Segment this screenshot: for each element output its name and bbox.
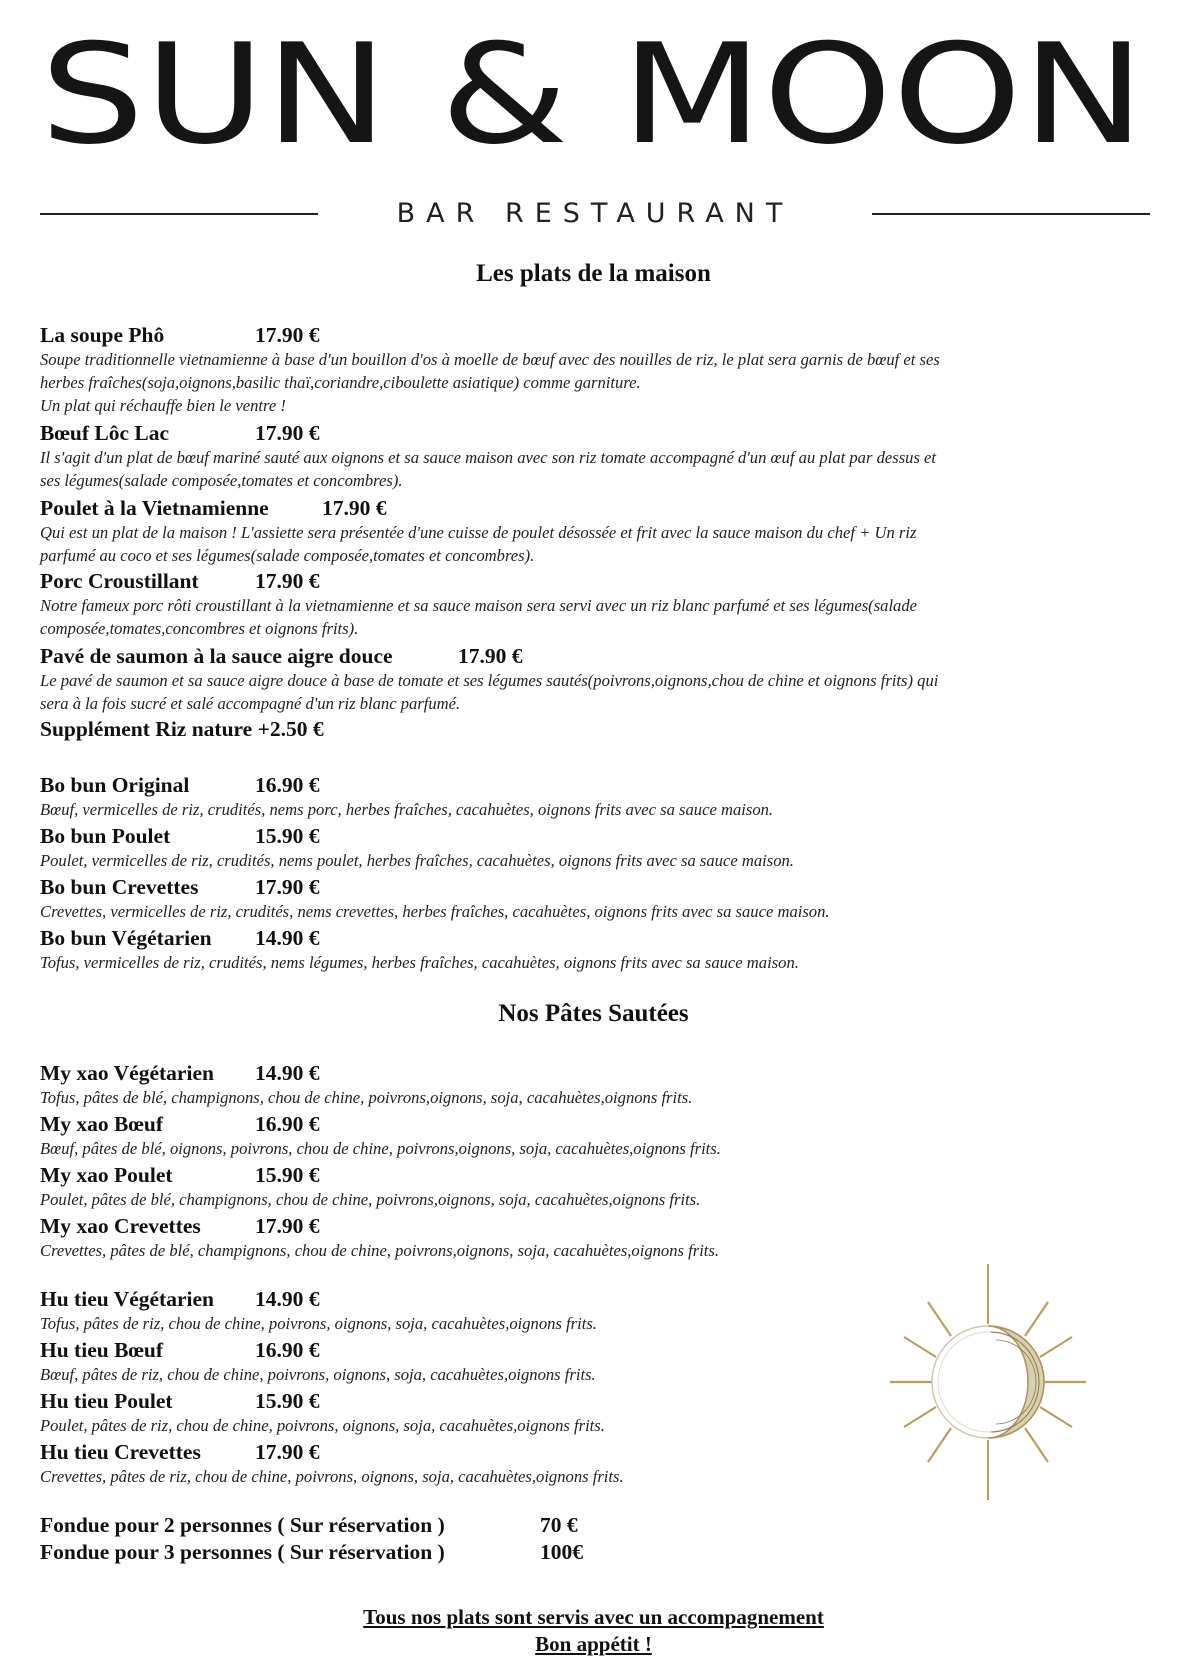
dish-name: Hu tieu Poulet [40, 1389, 173, 1413]
divider-left [40, 213, 318, 215]
brand-subtitle-row [40, 198, 1150, 230]
dish-name: Bœuf Lôc Lac [40, 421, 169, 445]
dish-price: 16.90 € [255, 1112, 320, 1136]
dish-description: Poulet, pâtes de blé, champignons, chou de chine, poivrons,oignons, soja, cacahuètes,oignons frits. [40, 1190, 701, 1209]
dish-description: ses légumes(salade composée,tomates et concombres). [40, 471, 403, 490]
dish-name: Bo bun Végétarien [40, 926, 212, 950]
dish-price: 17.90 € [255, 323, 320, 347]
dish-description: Le pavé de saumon et sa sauce aigre douce à base de tomate et ses légumes sautés(poivrons,oignons,chou de chine et oignons frits) qui [40, 671, 939, 690]
menu-item [40, 1060, 1140, 1109]
brand-logo-mark [40, 38, 1150, 154]
dish-description: Tofus, pâtes de riz, chou de chine, poivrons, oignons, soja, cacahuètes,oignons frits. [40, 1314, 597, 1333]
dish-name: Hu tieu Bœuf [40, 1338, 164, 1362]
divider-right [872, 213, 1150, 215]
menu-item [40, 643, 1140, 715]
dish-name: Hu tieu Végétarien [40, 1287, 214, 1311]
dish-price: 17.90 € [322, 496, 387, 520]
dish-description: composée,tomates,concombres et oignons frits). [40, 619, 359, 638]
dish-price: 17.90 € [255, 421, 320, 445]
dish-description: sera à la fois sucré et salé accompagné d'un riz blanc parfumé. [40, 694, 461, 713]
fondue-label: Fondue pour 2 personnes ( Sur réservation ) [40, 1513, 445, 1537]
dish-description: Qui est un plat de la maison ! L'assiette sera présentée d'une cuisse de poulet désossée et frit avec la sauce maison du chef + Un riz [40, 523, 917, 542]
dish-description: Bœuf, pâtes de riz, chou de chine, poivrons, oignons, soja, cacahuètes,oignons frits. [40, 1365, 596, 1384]
dish-name: Pavé de saumon à la sauce aigre douce [40, 644, 393, 668]
dish-name: My xao Végétarien [40, 1061, 214, 1085]
dish-name: My xao Crevettes [40, 1214, 201, 1238]
section-title-pates: Nos Pâtes Sautées [498, 1000, 689, 1027]
menu-item [40, 420, 1140, 492]
dish-description: Poulet, pâtes de riz, chou de chine, poivrons, oignons, soja, cacahuètes,oignons frits. [40, 1416, 605, 1435]
dish-description: Notre fameux porc rôti croustillant à la vietnamienne et sa sauce maison sera servi avec un riz blanc parfumé et ses légumes(salade [40, 596, 918, 615]
dish-description: Soupe traditionnelle vietnamienne à base d'un bouillon d'os à moelle de bœuf avec des nouilles de riz, le plat sera garnis de bœuf et ses [40, 350, 940, 369]
dish-price: 17.90 € [458, 644, 523, 668]
dish-description: Il s'agit d'un plat de bœuf mariné sauté aux oignons et sa sauce maison avec son riz tomate accompagné d'un œuf au plat par dessus et [40, 448, 937, 467]
dish-price: 15.90 € [255, 1163, 320, 1187]
dish-name: La soupe Phô [40, 323, 165, 347]
dish-price: 14.90 € [255, 1287, 320, 1311]
dish-name: Porc Croustillant [40, 569, 199, 593]
dish-price: 14.90 € [255, 1061, 320, 1085]
fondue-price: 70 € [540, 1513, 578, 1537]
dish-description: Crevettes, vermicelles de riz, crudités, nems crevettes, herbes fraîches, cacahuètes, oignons frits avec sa sauce maison. [40, 902, 830, 921]
dish-description: Un plat qui réchauffe bien le ventre ! [40, 396, 286, 415]
sun-moon-icon [888, 1262, 1088, 1502]
supplement-note: Supplément Riz nature +2.50 € [40, 717, 324, 741]
dish-price: 17.90 € [255, 569, 320, 593]
dish-description: Bœuf, pâtes de blé, oignons, poivrons, chou de chine, poivrons,oignons, soja, cacahuètes,oignons frits. [40, 1139, 721, 1158]
dish-description: Crevettes, pâtes de blé, champignons, chou de chine, poivrons,oignons, soja, cacahuètes,oignons frits. [40, 1241, 720, 1260]
dish-price: 14.90 € [255, 926, 320, 950]
menu-item [40, 322, 1140, 417]
dish-description: Tofus, vermicelles de riz, crudités, nems légumes, herbes fraîches, cacahuètes, oignons frits avec sa sauce maison. [40, 953, 799, 972]
dish-name: Bo bun Poulet [40, 824, 171, 848]
dish-description: herbes fraîches(soja,oignons,basilic thaï,coriandre,ciboulette asiatique) comme garniture. [40, 373, 641, 392]
fondue-label: Fondue pour 3 personnes ( Sur réservation ) [40, 1540, 445, 1564]
fondue-row [40, 1513, 600, 1538]
menu-item [40, 1111, 1140, 1160]
menu-item [40, 495, 1140, 567]
dish-name: Hu tieu Crevettes [40, 1440, 201, 1464]
dish-description: parfumé au coco et ses légumes(salade composée,tomates et concombres). [40, 546, 535, 565]
fondue-price: 100€ [540, 1540, 583, 1564]
menu-item [40, 874, 1140, 923]
section-title-house: Les plats de la maison [476, 260, 711, 287]
menu-item [40, 1162, 1140, 1211]
brand-subtitle: BAR RESTAURANT [396, 198, 794, 229]
footer-note: Tous nos plats sont servis avec un accompagnement [363, 1605, 824, 1629]
brand-name: SUN & MOON [40, 38, 1145, 154]
dish-name: Poulet à la Vietnamienne [40, 496, 269, 520]
fondue-row [40, 1540, 600, 1565]
dish-price: 17.90 € [255, 875, 320, 899]
dish-price: 17.90 € [255, 1440, 320, 1464]
dish-name: Bo bun Original [40, 773, 190, 797]
dish-price: 15.90 € [255, 824, 320, 848]
dish-description: Crevettes, pâtes de riz, chou de chine, poivrons, oignons, soja, cacahuètes,oignons frits. [40, 1467, 624, 1486]
dish-description: Bœuf, vermicelles de riz, crudités, nems porc, herbes fraîches, cacahuètes, oignons frits avec sa sauce maison. [40, 800, 774, 819]
dish-price: 16.90 € [255, 1338, 320, 1362]
dish-name: Bo bun Crevettes [40, 875, 199, 899]
menu-item [40, 1213, 1140, 1262]
dish-price: 17.90 € [255, 1214, 320, 1238]
menu-item [40, 568, 1140, 640]
dish-name: My xao Poulet [40, 1163, 173, 1187]
dish-name: My xao Bœuf [40, 1112, 164, 1136]
dish-description: Poulet, vermicelles de riz, crudités, nems poulet, herbes fraîches, cacahuètes, oignons frits avec sa sauce maison. [40, 851, 794, 870]
menu-item [40, 925, 1140, 974]
menu-item [40, 772, 1140, 821]
menu-item [40, 823, 1140, 872]
dish-description: Tofus, pâtes de blé, champignons, chou de chine, poivrons,oignons, soja, cacahuètes,oignons frits. [40, 1088, 693, 1107]
dish-price: 16.90 € [255, 773, 320, 797]
dish-price: 15.90 € [255, 1389, 320, 1413]
brand-logo [40, 38, 1150, 154]
footer-greeting: Bon appétit ! [535, 1632, 652, 1656]
